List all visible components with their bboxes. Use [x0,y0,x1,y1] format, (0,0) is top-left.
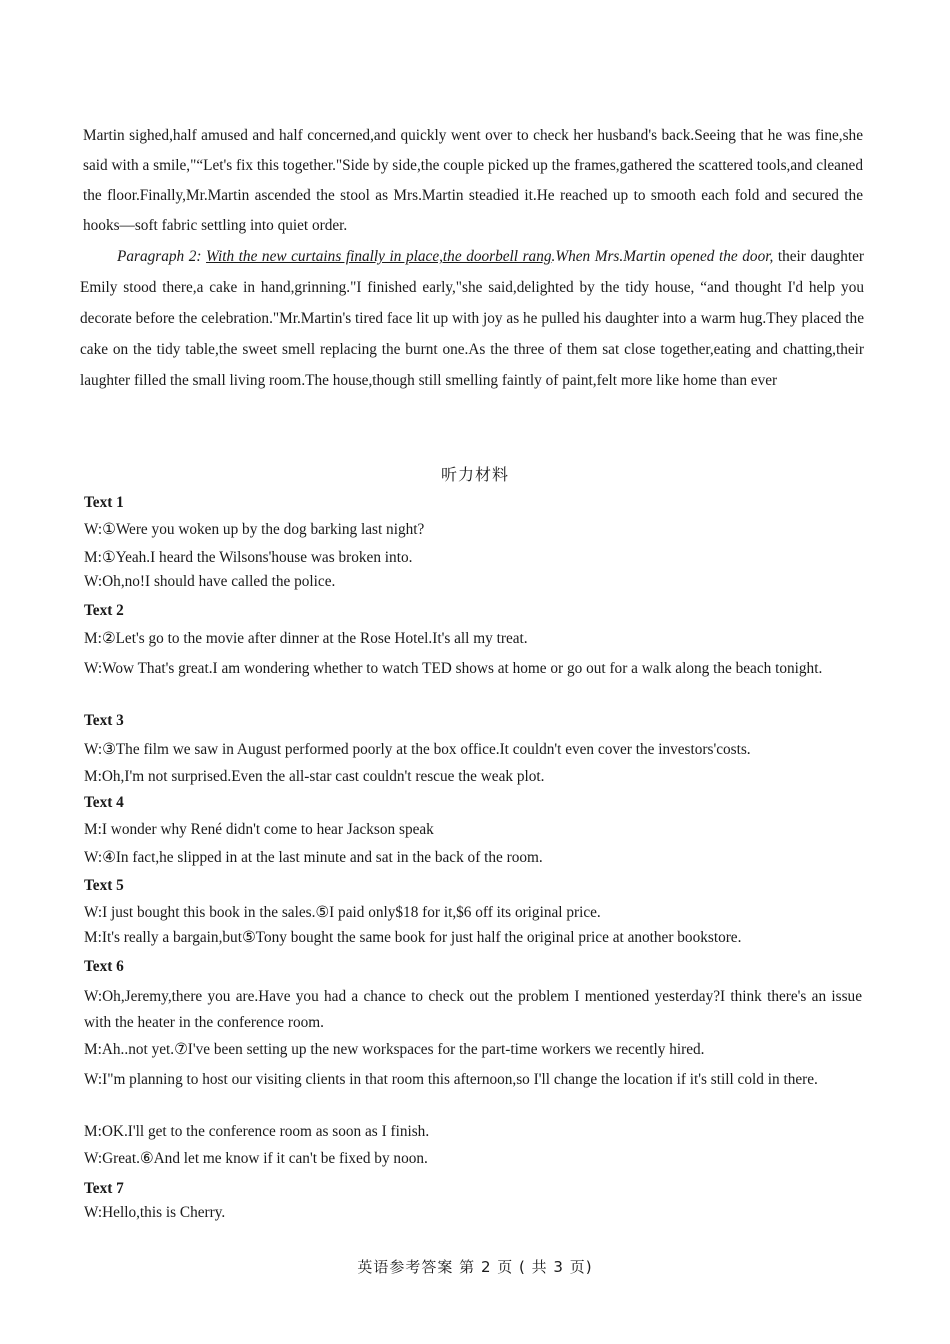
text-2-line-1: M:②Let's go to the movie after dinner at the Rose Hotel.It's all my treat. [84,630,528,647]
text-6-line-2: M:Ah..not yet.⑦I've been setting up the new workspaces for the part-time workers we recently hired. [84,1041,705,1058]
text-3-heading: Text 3 [84,712,124,729]
text-1-heading: Text 1 [84,494,124,511]
text-7-line-1: W:Hello,this is Cherry. [84,1204,226,1221]
text-1-line-2: M:①Yeah.I heard the Wilsons'house was broken into. [84,549,413,566]
text-6-heading: Text 6 [84,958,124,975]
section-title: 听力材料 [440,465,509,484]
paragraph-2-label: Paragraph 2: [117,248,202,265]
text-7-heading: Text 7 [84,1180,124,1197]
text-6-line-4: M:OK.I'll get to the conference room as soon as I finish. [84,1123,430,1140]
text-5-line-2: M:It's really a bargain,but⑤Tony bought the same book for just half the original price at another bookstore. [84,929,742,946]
text-3-line-2: M:Oh,I'm not surprised.Even the all-star cast couldn't rescue the weak plot. [84,768,545,785]
text-5-line-1: W:I just bought this book in the sales.⑤I paid only$18 for it,$6 off its original price. [84,904,601,921]
text-1-line-3: W:Oh,no!I should have called the police. [84,573,336,590]
text-2-heading: Text 2 [84,602,124,619]
text-2-line-2: W:Wow That's great.I am wondering whether to watch TED shows at home or go out for a walk along the beach tonight. [84,660,823,677]
text-6-line-5: W:Great.⑥And let me know if it can't be fixed by noon. [84,1150,428,1167]
paragraph-2-opening-sentence: With the new curtains finally in place,the doorbell rang [206,248,552,265]
text-6-line-3: W:I"m planning to host our visiting clients in that room this afternoon,so I'll change the location if it's still cold in there. [84,1071,818,1088]
text-4-heading: Text 4 [84,794,124,811]
text-4-line-1: M:I wonder why René didn't come to hear Jackson speak [84,821,434,838]
essay-paragraph-2 [80,241,864,396]
essay-paragraph-1: Martin sighed,half amused and half concerned,and quickly went over to check her husband's back.Seeing that he was fine,she said with a smile,"“Let's fix this together."Side by side,the couple picked up the frames,gathered the scattered tools,and cleaned the floor.Finally,Mr.Martin ascended the stool as Mrs.Martin steadied it.He reached up to smooth each fold and secured the hooks—soft fabric settling into quiet order. [83,127,863,234]
text-6-line-1: W:Oh,Jeremy,there you are.Have you had a chance to check out the problem I mentioned yesterday?I think there's an issue with the heater in the conference room. [84,988,862,1031]
paragraph-2-body: their daughter Emily stood there,a cake in hand,grinning."I finished early,"she said,delighted by the tidy house, “and thought I'd help you decorate before the celebration."Mr.Martin's tired face lit up with joy as he pulled his daughter into a warm hug.They placed the cake on the tidy table,the sweet smell replacing the burnt one.As the three of them sat close together,eating and chatting,their laughter filled the small living room.The house,though still smelling faintly of paint,felt more like home than ever [80,248,864,389]
text-3-line-1: W:③The film we saw in August performed poorly at the box office.It couldn't even cover the investors'costs. [84,741,751,758]
paragraph-2-continuation: .When Mrs.Martin opened the door, [551,248,774,265]
page-footer: 英语参考答案 第 2 页 ( 共 3 页) [357,1258,593,1276]
text-5-heading: Text 5 [84,877,124,894]
text-4-line-2: W:④In fact,he slipped in at the last minute and sat in the back of the room. [84,849,543,866]
text-1-line-1: W:①Were you woken up by the dog barking last night? [84,521,425,538]
